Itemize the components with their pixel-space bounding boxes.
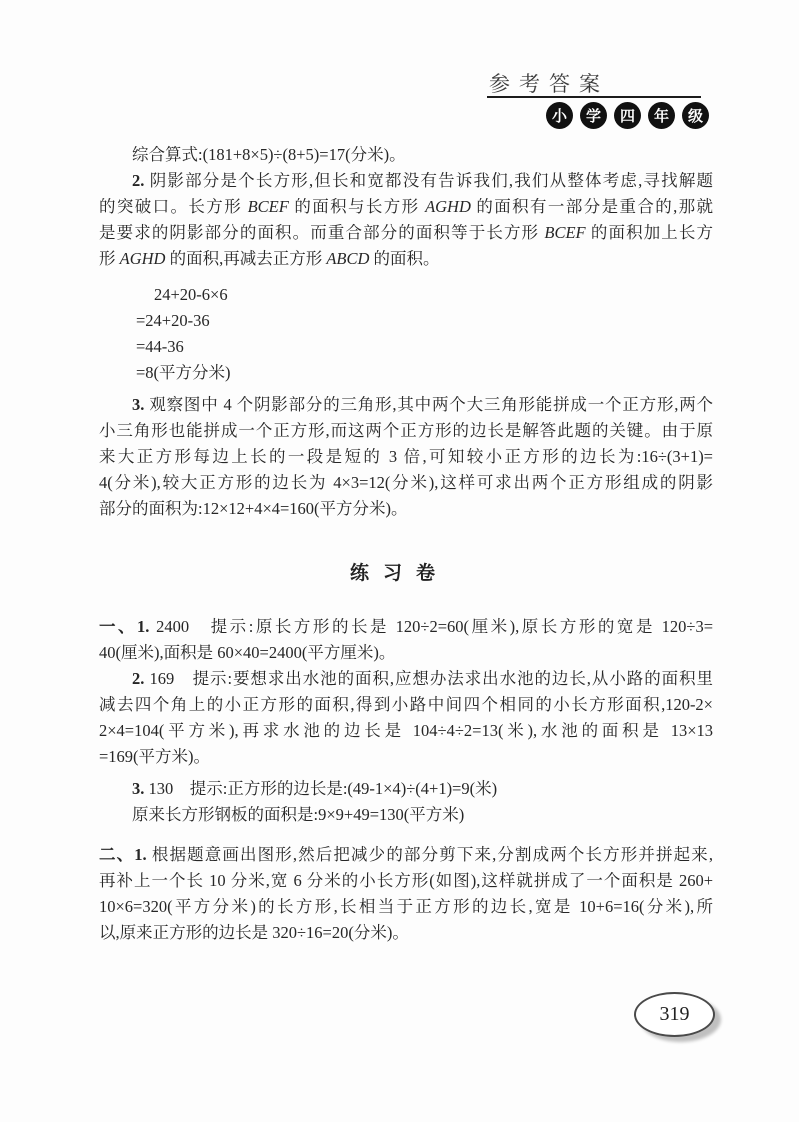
text-line [99,666,713,692]
text-segment: 减去四个角上的小正方形的面积,得到小路中间四个相同的小长方形面积,120-2× [99,695,713,714]
text-segment: 24+20-6×6 [154,285,228,304]
text-segment: =44-36 [136,337,184,356]
text-segment: 以,原来正方形的边长是 320÷16=20(分米)。 [99,923,409,942]
text-segment: 是要求的阴影部分的面积。而重合部分的面积等于长方形 [99,223,545,242]
text-line [99,718,713,744]
text-segment: 2. [132,669,150,688]
text-segment: 的面积有一部分是重合的,那就 [470,197,714,216]
practice-text-block [99,614,713,946]
text-line [99,168,713,194]
practice-section-heading: 练习卷 [349,563,449,584]
text-line [99,744,713,770]
text-segment: 的面积加上长方 [585,223,714,242]
text-segment: 169 提示:要想求出水池的面积,应想办法求出水池的边长,从小路的面积里 [149,669,714,688]
text-segment: 小三角形也能拼成一个正方形,而这两个正方形的边长是解答此题的关键。由于原 [99,421,713,440]
math-figure-label: ABCD [326,249,370,268]
header-rule [487,96,701,98]
math-figure-label: BCEF [247,197,289,216]
text-line [99,776,713,802]
text-line [99,246,713,272]
text-segment: 部分的面积为:12×12+4×4=160(平方分米)。 [99,499,408,518]
text-line [99,842,713,868]
text-segment: 3. [132,395,150,414]
text-segment: 2400 提示:原长方形的长是 120÷2=60(厘米),原长方形的宽是 120÷3= [156,617,714,636]
text-segment: 的面积,再减去正方形 [165,249,327,268]
text-segment: 4(分米),较大正方形的边长为 4×3=12(分米),这样可求出两个正方形组成的阴影 [99,473,713,492]
text-segment: 原来长方形钢板的面积是:9×9+49=130(平方米) [132,805,465,824]
text-line [99,194,713,220]
text-line [99,640,713,666]
text-segment: 130 提示:正方形的边长是:(49-1×4)÷(4+1)=9(米) [148,779,498,798]
text-line [99,392,713,418]
text-line [99,220,713,246]
text-segment: 的面积。 [369,249,440,268]
text-line [99,470,713,496]
grade-badge-char: 学 [580,102,607,129]
text-segment: 二、1. [99,845,152,864]
math-figure-label: AGHD [119,249,166,268]
text-line [99,496,713,522]
grade-badge-char: 级 [682,102,709,129]
grade-badge-char: 小 [546,102,573,129]
text-line [99,920,713,946]
text-line [99,360,713,386]
answers-text-block [99,142,713,522]
text-segment: 40(厘米),面积是 60×40=2400(平方厘米)。 [99,643,396,662]
text-line [99,802,713,828]
math-figure-label: BCEF [544,223,586,242]
text-segment: =169(平方米)。 [99,747,211,766]
text-segment: 观察图中 4 个阴影部分的三角形,其中两个大三角形能拼成一个正方形,两个 [149,395,714,414]
text-line [99,614,713,640]
practice-lines [99,614,713,946]
page-header-title: 参考答案 [489,72,609,96]
text-line [99,308,713,334]
text-line [99,418,713,444]
text-segment: 综合算式:(181+8×5)÷(8+5)=17(分米)。 [132,145,406,164]
text-segment: 2. [132,171,150,190]
page-number-badge [634,992,715,1037]
text-segment: 一、1. [99,617,157,636]
text-segment: 的面积与长方形 [288,197,426,216]
grade-badge-row [546,102,709,129]
text-line [99,334,713,360]
text-segment: 的突破口。长方形 [99,197,248,216]
text-line [99,894,713,920]
text-segment: 形 [99,249,120,268]
page-number: 319 [659,1003,690,1025]
math-figure-label: AGHD [425,197,471,216]
text-segment: 阴影部分是个长方形,但长和宽都没有告诉我们,我们从整体考虑,寻找解题 [149,171,714,190]
text-segment: 再补上一个长 10 分米,宽 6 分米的小长方形(如图),这样就拼成了一个面积是 260+ [99,871,713,890]
answers-lines [99,142,713,522]
text-segment: 3. [132,779,149,798]
grade-badge-char: 四 [614,102,641,129]
text-line [99,142,713,168]
text-segment: 根据题意画出图形,然后把减少的部分剪下来,分割成两个长方形并拼起来, [151,845,714,864]
grade-badge-char: 年 [648,102,675,129]
text-line [99,692,713,718]
text-segment: 2×4=104(平方米),再求水池的边长是 104÷4÷2=13(米),水池的面积是 13×13 [99,721,713,740]
text-segment: =24+20-36 [136,311,210,330]
text-segment: =8(平方分米) [136,363,231,382]
text-line [99,282,713,308]
text-line [99,444,713,470]
text-line [99,868,713,894]
text-segment: 来大正方形每边上长的一段是短的 3 倍,可知较小正方形的边长为:16÷(3+1)= [99,447,713,466]
text-segment: 10×6=320(平方分米)的长方形,长相当于正方形的边长,宽是 10+6=16(分米),所 [99,897,713,916]
